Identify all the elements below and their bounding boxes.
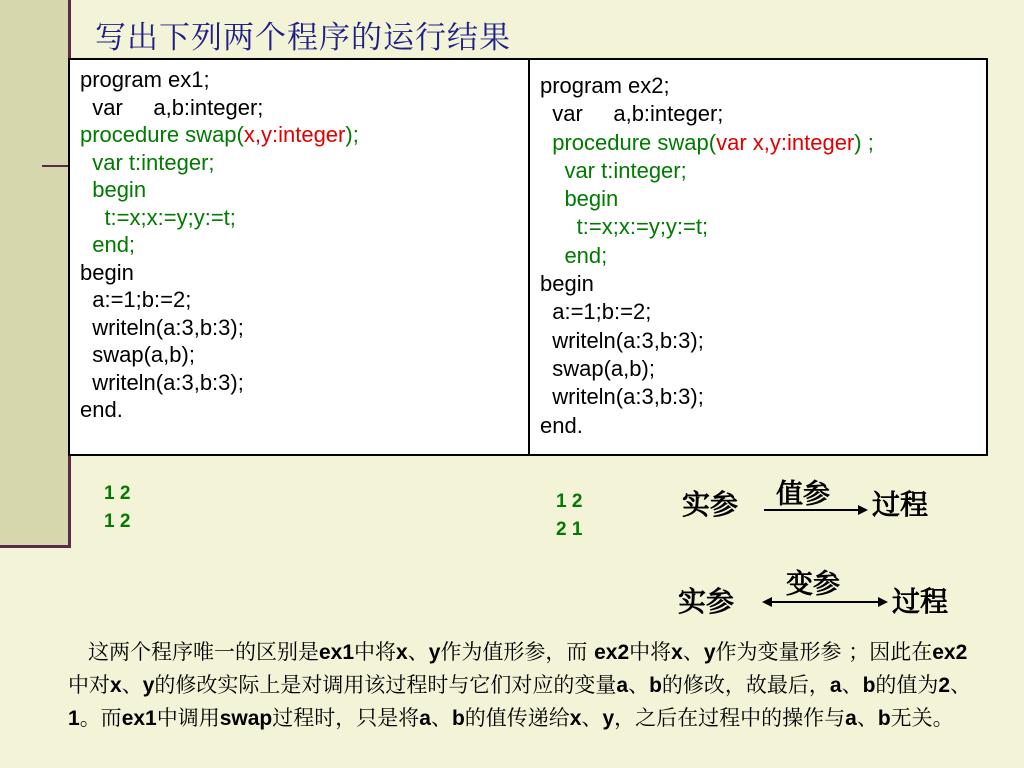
code-token: end; xyxy=(80,232,136,257)
explanation-keyword: a xyxy=(829,674,842,697)
slide-title: 写出下列两个程序的运行结果 xyxy=(95,20,511,56)
explanation-text: 过程时，只是将 xyxy=(272,706,420,730)
code-token: swap(a,b); xyxy=(540,355,655,381)
explanation-text: 、 xyxy=(856,706,878,730)
value-arrow-icon xyxy=(760,500,870,520)
code-token: begin xyxy=(80,177,147,202)
program1-code-line xyxy=(80,286,359,314)
program2-code-line xyxy=(540,327,874,355)
explanation-text: 的修改实际上是对调用该过程时与它们对应的变量 xyxy=(154,673,617,697)
program1-code xyxy=(80,66,359,424)
program2-code-line xyxy=(540,298,874,326)
explanation-text: 作为值形参，而 xyxy=(440,640,595,664)
program1-code-line xyxy=(80,94,359,122)
program1-code-line xyxy=(80,66,359,94)
explanation-keyword: x xyxy=(671,641,683,664)
explanation-keyword: swap xyxy=(219,707,273,730)
left-decor-bar xyxy=(0,0,68,548)
explanation-keyword: y xyxy=(703,641,716,664)
code-token: program ex1; xyxy=(80,67,210,92)
program1-code-line xyxy=(80,121,359,149)
explanation-text: 的值传递给 xyxy=(464,706,570,730)
explanation-keyword: a xyxy=(845,707,857,730)
explanation-keyword: b xyxy=(862,674,876,697)
program1-code-line xyxy=(80,149,359,177)
explanation-keyword: b xyxy=(649,674,662,697)
var-diagram-label: 变参 xyxy=(786,569,840,600)
code-token: begin xyxy=(80,259,134,285)
value-diagram-label: 值参 xyxy=(776,479,830,510)
code-token: var a,b:integer; xyxy=(80,94,264,120)
explanation-text: 无关。 xyxy=(890,706,954,730)
explanation-paragraph xyxy=(68,636,980,735)
explanation-text: 中将 xyxy=(354,640,397,664)
program1-code-line xyxy=(80,259,359,287)
explanation-keyword: a xyxy=(616,674,629,697)
explanation-text: 、 xyxy=(407,640,429,664)
program1-code-line xyxy=(80,341,359,369)
explanation-keyword: x xyxy=(569,707,582,730)
explanation-text: 这两个程序唯一的区别是 xyxy=(88,640,319,664)
explanation-text: 中调用 xyxy=(156,706,220,730)
explanation-keyword: ex2 xyxy=(932,641,968,664)
program2-code-line xyxy=(540,242,874,270)
program2-code-line xyxy=(540,129,874,157)
explanation-text: 、 xyxy=(682,640,704,664)
explanation-keyword: a xyxy=(419,707,431,730)
explanation-keyword: x xyxy=(396,641,408,664)
bottom-accent-line xyxy=(0,545,71,548)
explanation-text: 的值为 xyxy=(875,673,939,697)
explanation-keyword: 1 xyxy=(68,707,80,730)
code-token: begin xyxy=(540,186,619,212)
code-token: end. xyxy=(80,397,123,422)
code-token: procedure swap( xyxy=(80,122,244,147)
code-token: t:=x;x:=y;y:=t; xyxy=(540,214,709,240)
value-diagram-actual: 实参 xyxy=(682,488,739,521)
explanation-text: 、 xyxy=(628,673,650,697)
program1-output: 1 2 1 2 xyxy=(104,483,131,532)
code-token: t:=x;x:=y;y:=t; xyxy=(80,204,236,230)
var-diagram-actual: 实参 xyxy=(678,585,735,618)
bidirectional-arrow-icon xyxy=(760,592,890,612)
program1-code-line xyxy=(80,314,359,342)
code-token: ); xyxy=(345,122,359,147)
program2-code xyxy=(540,72,874,440)
program2-code-line xyxy=(540,213,874,241)
program1-code-line xyxy=(80,204,359,232)
code-token: var x,y:integer xyxy=(716,129,855,155)
left-tick-mark xyxy=(42,165,68,167)
code-token: var t:integer; xyxy=(540,157,687,183)
code-token: var a,b:integer; xyxy=(540,101,724,127)
code-token: writeln(a:3,b:3); xyxy=(540,327,704,353)
code-token: end. xyxy=(540,412,583,438)
explanation-text: 、 xyxy=(121,673,143,697)
value-diagram-target: 过程 xyxy=(872,488,929,521)
explanation-text: 的修改，故最后， xyxy=(661,673,830,697)
explanation-text: 、 xyxy=(581,706,603,730)
explanation-text: 、 xyxy=(430,706,452,730)
program2-code-line xyxy=(540,270,874,298)
program2-output: 1 2 2 1 xyxy=(556,491,583,540)
explanation-keyword: 2 xyxy=(938,674,951,697)
code-token: begin xyxy=(540,271,594,297)
code-token: writeln(a:3,b:3); xyxy=(540,384,704,410)
code-token: ) ; xyxy=(854,129,874,155)
explanation-text: 中将 xyxy=(629,640,672,664)
explanation-keyword: ex1 xyxy=(319,641,355,664)
explanation-text: 中对 xyxy=(68,673,110,697)
program2-code-line xyxy=(540,157,874,185)
table-divider xyxy=(528,60,530,454)
explanation-text: ，之后在过程中的操作与 xyxy=(614,706,846,730)
code-token: writeln(a:3,b:3); xyxy=(80,314,244,340)
var-diagram-target: 过程 xyxy=(892,585,949,618)
explanation-keyword: b xyxy=(451,707,465,730)
explanation-text: 、 xyxy=(950,673,972,697)
explanation-keyword: y xyxy=(602,707,615,730)
explanation-keyword: x xyxy=(110,674,122,697)
explanation-text: 作为变量形参 ；因此在 xyxy=(715,640,933,664)
program1-code-line xyxy=(80,396,359,424)
program1-code-line xyxy=(80,231,359,259)
program2-code-line xyxy=(540,100,874,128)
code-token: procedure swap( xyxy=(540,129,717,155)
code-token: swap(a,b); xyxy=(80,342,195,367)
program2-code-line xyxy=(540,72,874,100)
program2-code-line xyxy=(540,412,874,440)
explanation-keyword: ex1 xyxy=(121,707,157,730)
code-token: a:=1;b:=2; xyxy=(80,287,192,312)
explanation-keyword: ex2 xyxy=(594,641,630,664)
code-token: a:=1;b:=2; xyxy=(540,299,652,325)
code-token: program ex2; xyxy=(540,73,670,98)
explanation-keyword: y xyxy=(428,641,441,664)
code-comparison-table xyxy=(68,58,988,456)
code-token: var t:integer; xyxy=(80,149,215,175)
code-token: writeln(a:3,b:3); xyxy=(80,369,244,395)
program2-code-line xyxy=(540,185,874,213)
program1-code-line xyxy=(80,176,359,204)
program1-code-line xyxy=(80,369,359,397)
explanation-text: 、 xyxy=(841,673,863,697)
explanation-keyword: y xyxy=(142,674,155,697)
code-token: x,y:integer xyxy=(243,122,346,147)
program2-code-line xyxy=(540,383,874,411)
code-token: end; xyxy=(540,242,608,268)
program2-code-line xyxy=(540,355,874,383)
explanation-text: 。而 xyxy=(79,706,122,730)
explanation-keyword: b xyxy=(877,707,891,730)
